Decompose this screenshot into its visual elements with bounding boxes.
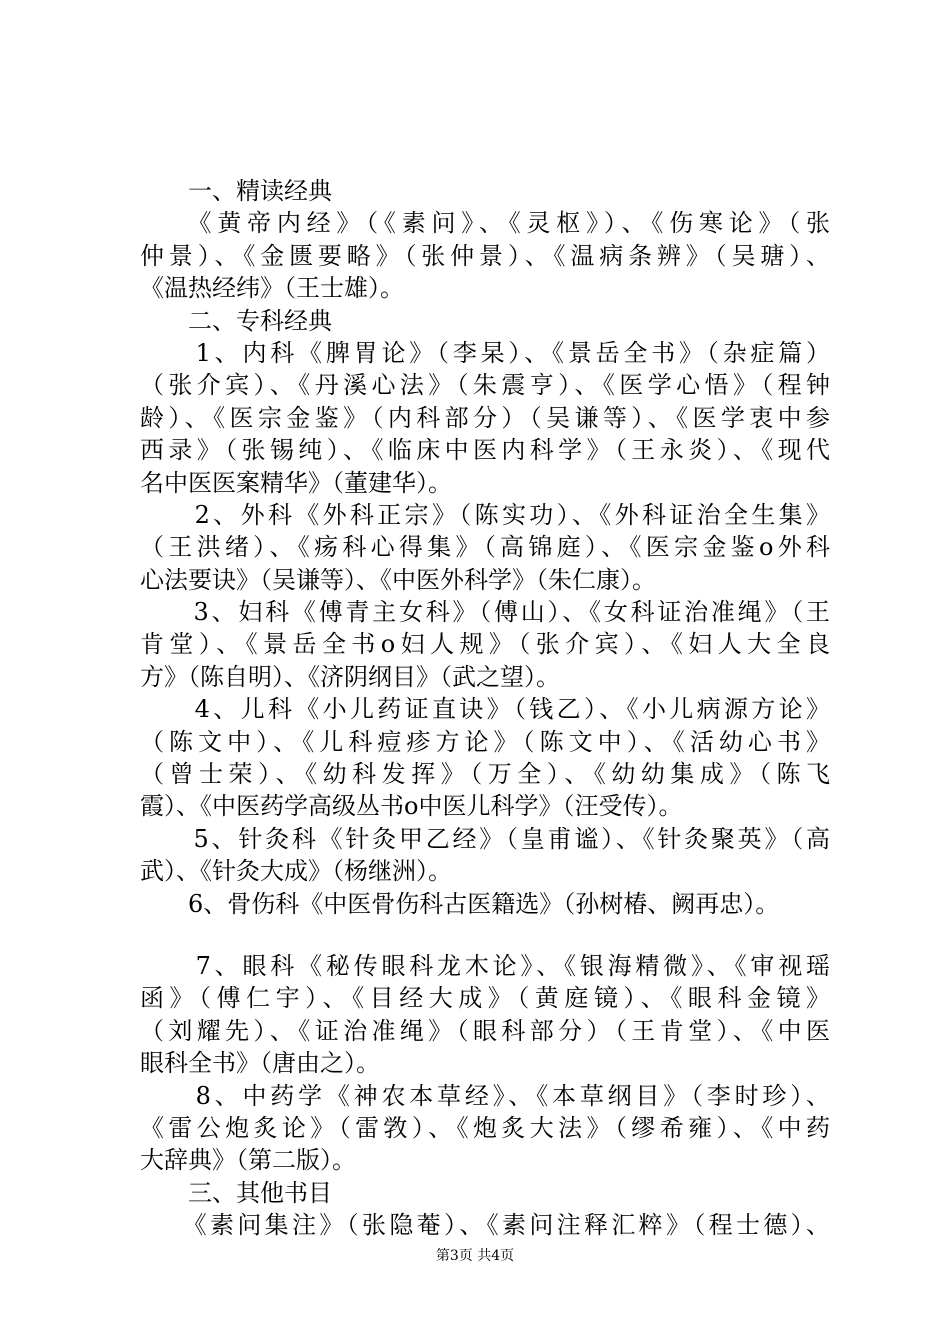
text-line: （曾士荣）、《幼科发挥》（万全）、《幼幼集成》（陈飞 — [140, 760, 830, 789]
text-line: （张介宾）、《丹溪心法》（朱震亨）、《医学心悟》（程钟 — [140, 371, 830, 400]
text-line: （陈文中）、《儿科痘疹方论》（陈文中）、《活幼心书》 — [140, 727, 830, 756]
text-line: 方》（陈自明）、《济阴纲目》（武之望）。 — [140, 662, 560, 691]
document-body — [140, 175, 830, 1242]
text-line: 西录》（张锡纯）、《临床中医内科学》（王永炎）、《现代 — [140, 436, 830, 465]
text-line: 肯堂）、《景岳全书o妇人规》（张介宾）、《妇人大全良 — [140, 630, 830, 659]
text-line: 8、中药学《神农本草经》、《本草纲目》（李时珍）、 — [140, 1081, 830, 1110]
text-line: 心法要诀》（吴谦等）、《中医外科学》（朱仁康）。 — [140, 565, 656, 594]
text-line: 眼科全书》（唐由之）。 — [140, 1049, 380, 1078]
text-line: （刘耀先）、《证治准绳》（眼科部分）（王肯堂）、《中医 — [140, 1016, 830, 1045]
text-line: 1、内科《脾胃论》（李杲）、《景岳全书》（杂症篇） — [140, 338, 830, 367]
text-line: 《黄帝内经》（《素问》、《灵枢》）、《伤寒论》（张 — [140, 209, 830, 238]
text-line: 2、外科《外科正宗》（陈实功）、《外科证治全生集》 — [140, 500, 830, 529]
text-line: 仲景）、《金匮要略》（张仲景）、《温病条辨》（吴瑭）、 — [140, 241, 830, 270]
text-line: 三、其他书目 — [140, 1178, 332, 1207]
text-line: 霞）、《中医药学高级丛书o中医儿科学》（汪受传）。 — [140, 792, 683, 821]
text-line: 名中医医案精华》（董建华）。 — [140, 468, 452, 497]
blank-line — [140, 920, 830, 950]
text-line: 函》（傅仁宇）、《目经大成》（黄庭镜）、《眼科金镜》 — [140, 984, 830, 1013]
page-number: 第3页 共4页 — [435, 1248, 515, 1264]
text-line: 二、专科经典 — [140, 306, 332, 335]
text-line: 大辞典》（第二版）。 — [140, 1146, 356, 1175]
text-line: 4、儿科《小儿药证直诀》（钱乙）、《小儿病源方论》 — [140, 695, 830, 724]
text-line: （王洪绪）、《疡科心得集》（高锦庭）、《医宗金鉴o外科 — [140, 533, 830, 562]
text-line: 7、眼科《秘传眼科龙木论》、《银海精微》、《审视瑶 — [140, 951, 830, 980]
text-line: 3、妇科《傅青主女科》（傅山）、《女科证治准绳》（王 — [140, 598, 830, 627]
text-line: 《雷公炮炙论》（雷敩）、《炮炙大法》（缪希雍）、《中药 — [140, 1113, 830, 1142]
text-line: 《素问集注》（张隐菴）、《素问注释汇粹》（程士德）、 — [140, 1211, 830, 1240]
text-line: 武）、《针灸大成》（杨继洲）。 — [140, 857, 452, 886]
page-footer — [0, 1245, 950, 1265]
text-line: 6、骨伤科《中医骨伤科古医籍选》（孙树椿、阙再忠）。 — [140, 889, 780, 918]
text-line: 一、精读经典 — [140, 177, 332, 205]
text-line: 龄）、《医宗金鉴》（内科部分）（吴谦等）、《医学衷中参 — [140, 403, 830, 432]
text-line: 《温热经纬》（王士雄）。 — [140, 274, 404, 303]
text-line: 5、针灸科《针灸甲乙经》（皇甫谧）、《针灸聚英》（高 — [140, 824, 830, 853]
